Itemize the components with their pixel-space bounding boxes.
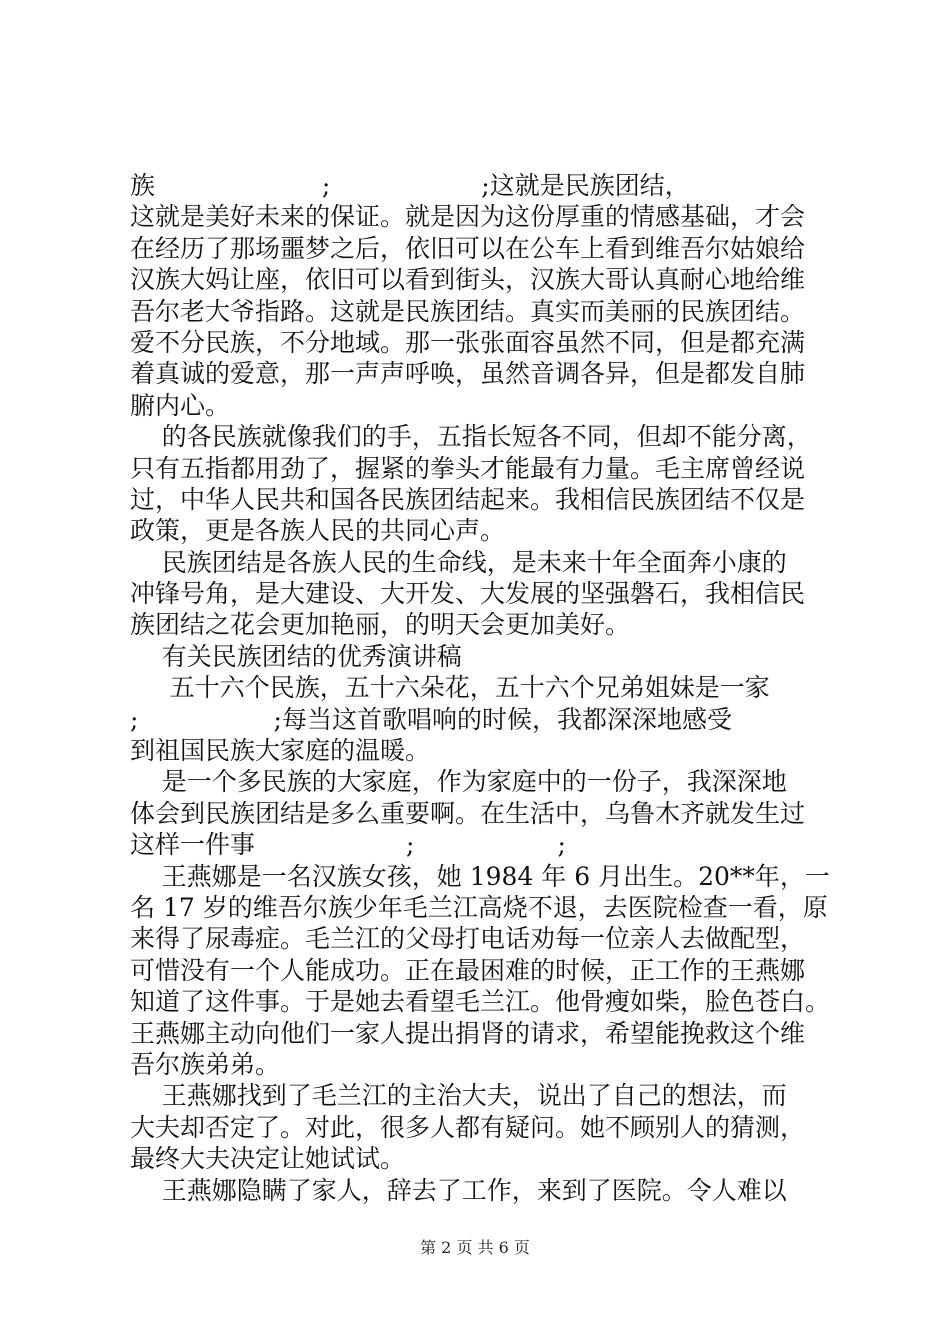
text-line: 大夫却否定了。对此，很多人都有疑问。她不顾别人的猜测，: [130, 1112, 806, 1142]
section-heading: 有关民族团结的优秀演讲稿: [130, 641, 462, 671]
text-line: 可惜没有一个人能成功。正在最困难的时候，正工作的王燕娜: [130, 955, 806, 985]
text-line: 体会到民族团结是多么重要啊。在生活中，乌鲁木齐就发生过: [130, 798, 806, 828]
text-line: 王燕娜找到了毛兰江的主治大夫，说出了自己的想法，而: [130, 1081, 787, 1111]
text-line: 王燕娜主动向他们一家人提出捐肾的请求，希望能挽救这个维: [130, 1018, 806, 1048]
text-line: 着真诚的爱意，那一声声呼唤，虽然音调各异，但是都发自肺: [130, 359, 806, 389]
text-line: 吾尔老大爷指路。这就是民族团结。真实而美丽的民族团结。: [130, 296, 806, 326]
text-line: 只有五指都用劲了，握紧的拳头才能最有力量。毛主席曾经说: [130, 453, 806, 483]
text-line: 王燕娜隐瞒了家人，辞去了工作，来到了医院。令人难以: [130, 1175, 787, 1205]
text-line: 的各民族就像我们的手，五指长短各不同，但却不能分离，: [130, 422, 812, 452]
document-body: [130, 170, 830, 1206]
text-line: 王燕娜是一名汉族女孩，她 1984 年 6 月出生。20**年，一: [130, 861, 830, 891]
text-line: 是一个多民族的大家庭，作为家庭中的一份子，我深深地: [130, 767, 787, 797]
text-line: 族团结之花会更加艳丽，的明天会更加美好。: [130, 610, 631, 640]
text-line: 过，中华人民共和国各民族团结起来。我相信民族团结不仅是: [130, 484, 806, 514]
text-line: 腑内心。: [130, 390, 231, 420]
text-line: 这就是美好未来的保证。就是因为这份厚重的情感基础，才会: [130, 202, 806, 232]
text-line: 在经历了那场噩梦之后，依旧可以在公车上看到维吾尔姑娘给: [130, 233, 806, 263]
page-number-footer: 第 2 页 共 6 页: [420, 1238, 530, 1257]
text-line: 汉族大妈让座，依旧可以看到街头，汉族大哥认真耐心地给维: [130, 265, 806, 295]
text-line: 最终大夫决定让她试试。: [130, 1144, 406, 1174]
text-line: 族 ; ;这就是民族团结，: [130, 171, 690, 200]
text-line: 政策，更是各族人民的共同心声。: [130, 516, 506, 546]
text-line: 冲锋号角，是大建设、大开发、大发展的坚强磐石，我相信民: [130, 579, 806, 609]
text-line: 来得了尿毒症。毛兰江的父母打电话劝每一位亲人去做配型，: [130, 924, 806, 954]
text-line: ; ;每当这首歌唱响的时候，我都深深地感受: [130, 704, 732, 734]
text-line: 名 17 岁的维吾尔族少年毛兰江高烧不退，去医院检查一看，原: [130, 892, 828, 922]
text-line: 吾尔族弟弟。: [130, 1049, 281, 1079]
text-line: 到祖国民族大家庭的温暖。: [130, 736, 431, 766]
text-line: 知道了这件事。于是她去看望毛兰江。他骨瘦如柴，脸色苍白。: [130, 987, 831, 1017]
text-line: 五十六个民族，五十六朵花，五十六个兄弟姐妹是一家: [130, 673, 770, 703]
text-line: 这样一件事 ; ;: [130, 830, 566, 860]
text-line: 民族团结是各族人民的生命线，是未来十年全面奔小康的: [130, 547, 787, 577]
text-line: 爱不分民族，不分地域。那一张张面容虽然不同，但是都充满: [130, 327, 806, 357]
